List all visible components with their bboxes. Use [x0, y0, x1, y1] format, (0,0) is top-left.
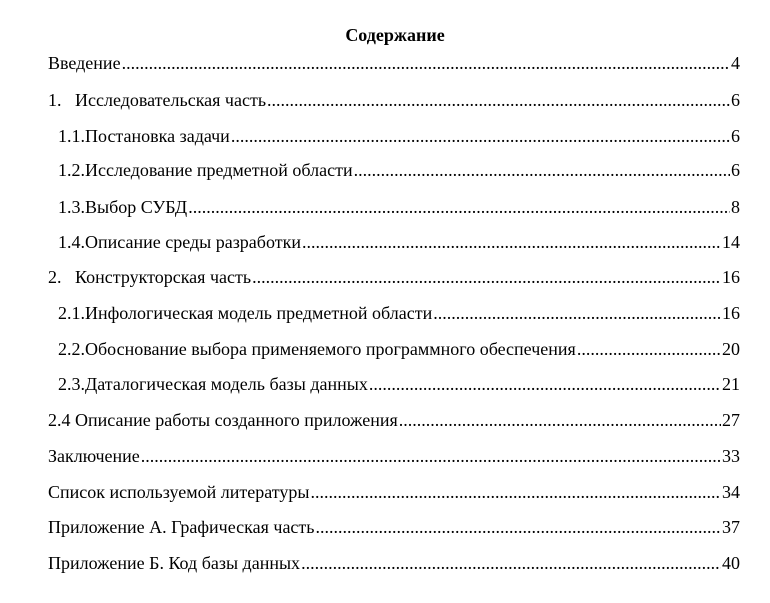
- toc-entry-page: 20: [722, 339, 740, 359]
- dot-leader: [577, 338, 721, 360]
- dot-leader: [354, 159, 730, 181]
- toc-entry-page: 6: [731, 126, 740, 146]
- dot-leader: [252, 266, 721, 288]
- toc-entry-label: 2.3.Даталогическая модель базы данных: [58, 374, 368, 394]
- toc-entry-label: 2.2.Обоснование выбора применяемого программного обеспечения: [58, 339, 576, 359]
- dot-leader: [231, 125, 730, 147]
- dot-leader: [316, 516, 722, 538]
- toc-entry-label: 1.2.Исследование предметной области: [58, 160, 353, 180]
- toc-entry-page: 34: [722, 482, 740, 502]
- dot-leader: [302, 231, 721, 253]
- toc-entry-label: 2.4 Описание работы созданного приложения: [48, 410, 398, 430]
- toc-entry-label: 1.1.Постановка задачи: [58, 126, 230, 146]
- toc-entry-section-1-1[interactable]: [58, 125, 740, 147]
- toc-entry-page: 6: [731, 160, 740, 180]
- toc-entry-page: 4: [731, 53, 740, 73]
- dot-leader: [122, 52, 730, 74]
- toc-entry-section-2-3[interactable]: [58, 373, 740, 395]
- dot-leader: [433, 302, 721, 324]
- dot-leader: [310, 481, 721, 503]
- dot-leader: [369, 373, 721, 395]
- toc-entry-section-1-4[interactable]: [58, 231, 740, 253]
- toc-entry-label: 1. Исследовательская часть: [48, 90, 267, 110]
- toc-entry-page: 16: [722, 267, 740, 287]
- dot-leader: [141, 445, 721, 467]
- toc-entry-label: 2.1.Инфологическая модель предметной области: [58, 303, 433, 323]
- toc-entry-references[interactable]: [48, 481, 740, 503]
- toc-entry-page: 6: [731, 90, 740, 110]
- toc-entry-page: 27: [722, 410, 740, 430]
- toc-entry-page: 33: [722, 446, 740, 466]
- toc-entry-page: 16: [722, 303, 740, 323]
- toc-entry-label: Приложение А. Графическая часть: [48, 517, 315, 537]
- dot-leader: [399, 409, 721, 431]
- toc-entry-page: 37: [722, 517, 740, 537]
- toc-entry-label: Приложение Б. Код базы данных: [48, 553, 301, 573]
- toc-entry-section-2[interactable]: [48, 266, 740, 288]
- toc-entry-page: 40: [722, 553, 740, 573]
- toc-entry-label: Введение: [48, 53, 121, 73]
- toc-entry-section-1-2[interactable]: [58, 159, 740, 181]
- toc-entry-appendix-b[interactable]: [48, 552, 740, 574]
- toc-entry-introduction[interactable]: [48, 52, 740, 74]
- toc-entry-page: 21: [722, 374, 740, 394]
- toc-entry-page: 8: [731, 197, 740, 217]
- toc-entry-conclusion[interactable]: [48, 445, 740, 467]
- toc-entry-section-2-4[interactable]: [48, 409, 740, 431]
- page-title: Содержание: [345, 25, 445, 45]
- toc-entry-page: 14: [722, 232, 740, 252]
- toc-entry-label: 2. Конструкторская часть: [48, 267, 252, 287]
- toc-entry-label: Список используемой литературы: [48, 482, 310, 502]
- toc-entry-section-2-1[interactable]: [58, 302, 740, 324]
- dot-leader: [267, 89, 730, 111]
- toc-entry-section-1[interactable]: [48, 89, 740, 111]
- toc-entry-appendix-a[interactable]: [48, 516, 740, 538]
- toc-entry-label: Заключение: [48, 446, 140, 466]
- toc-entry-section-2-2[interactable]: [58, 338, 740, 360]
- dot-leader: [301, 552, 721, 574]
- toc-entry-label: 1.3.Выбор СУБД: [58, 197, 188, 217]
- dot-leader: [188, 196, 730, 218]
- toc-entry-section-1-3[interactable]: [58, 196, 740, 218]
- toc-entry-label: 1.4.Описание среды разработки: [58, 232, 301, 252]
